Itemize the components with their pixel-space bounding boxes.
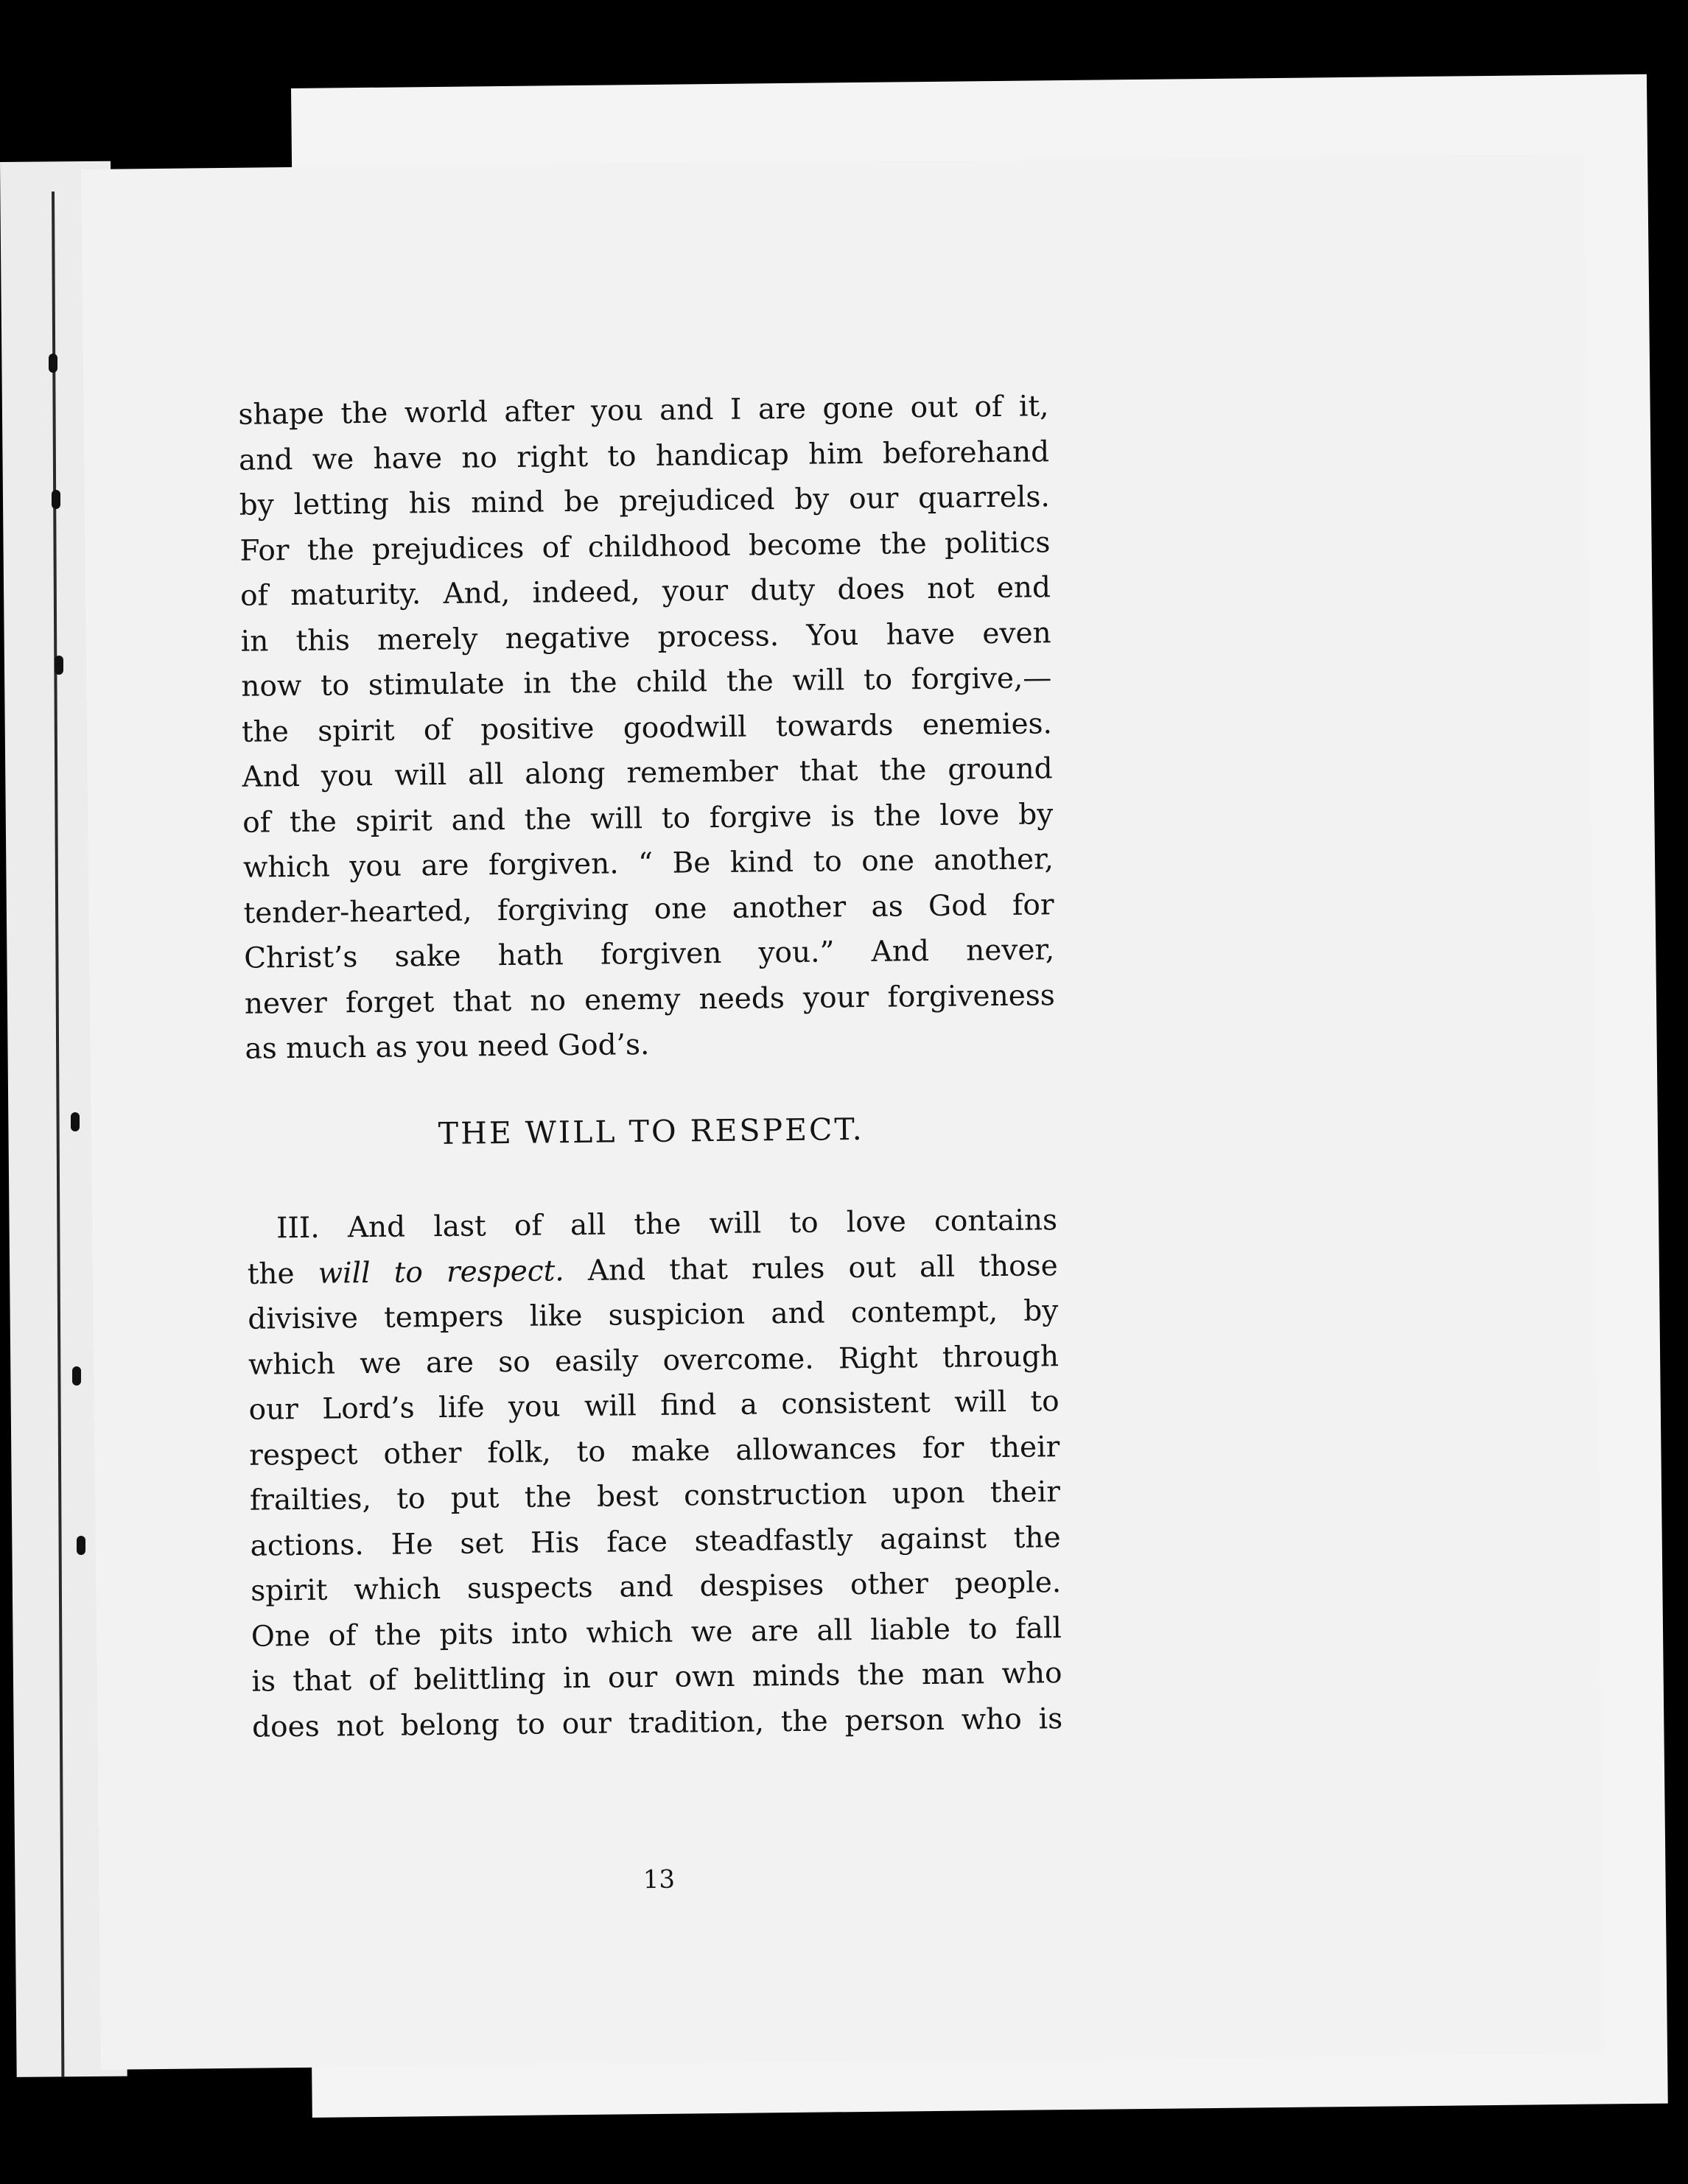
text-line: never forget that no enemy needs your forgiveness xyxy=(244,978,1056,1021)
text-line: Christ’s sake hath forgiven you.” And never, xyxy=(243,933,1055,975)
text-line: as much as you need God’s. xyxy=(245,1028,650,1066)
text-line: by letting his mind be prejudiced by our quarrels. xyxy=(239,480,1050,522)
text-line: does not belong to our tradition, the person who is xyxy=(251,1702,1063,1744)
text-line: of maturity. And, indeed, your duty does not end xyxy=(239,571,1051,613)
paragraph-2 xyxy=(247,1198,1063,1749)
text-run: the xyxy=(247,1257,318,1291)
italic-phrase: will to respect. xyxy=(318,1254,564,1291)
text-line: now to stimulate in the child the will to forgive,— xyxy=(241,661,1052,703)
text-run: And that rules out all those xyxy=(564,1249,1058,1288)
text-line: frailties, to put the best construction upon their xyxy=(249,1475,1061,1517)
text-line: And you will all along remember that the ground xyxy=(242,752,1053,794)
text-line: One of the pits into which we are all liable to fall xyxy=(251,1611,1062,1654)
binding-mark xyxy=(71,1112,80,1131)
text-line: in this merely negative process. You have even xyxy=(240,616,1051,659)
text-line: actions. He set His face steadfastly against the xyxy=(250,1520,1061,1563)
binding-mark xyxy=(55,656,63,675)
text-line: III. And last of all the will to love contains xyxy=(276,1204,1058,1246)
text-line xyxy=(247,1243,1058,1297)
text-line: our Lord’s life you will find a consistent will to xyxy=(248,1385,1060,1427)
text-line: which we are so easily overcome. Right through xyxy=(248,1339,1060,1382)
text-line: For the prejudices of childhood become the politics xyxy=(239,525,1051,568)
binding-mark xyxy=(49,354,57,373)
text-line: of the spirit and the will to forgive is the love by xyxy=(242,797,1054,840)
text-line: and we have no right to handicap him beforehand xyxy=(238,435,1050,477)
binding-mark xyxy=(77,1536,85,1555)
text-line: spirit which suspects and despises other people. xyxy=(250,1566,1062,1608)
text-line: respect other folk, to make allowances for their xyxy=(249,1430,1060,1472)
page-number: 13 xyxy=(642,1864,676,1895)
text-line: is that of belittling in our own minds the man who xyxy=(251,1657,1062,1699)
text-line: divisive tempers like suspicion and contempt, by xyxy=(248,1294,1059,1336)
text-line: shape the world after you and I are gone out of it, xyxy=(238,390,1049,432)
binding-mark xyxy=(72,1366,81,1386)
binding-mark xyxy=(52,490,60,509)
book-page xyxy=(81,154,1604,2070)
section-heading: THE WILL TO RESPECT. xyxy=(438,1111,864,1151)
paragraph-1 xyxy=(238,384,1056,1072)
text-line: the spirit of positive goodwill towards enemies. xyxy=(241,706,1053,749)
text-line: which you are forgiven. “ Be kind to one another, xyxy=(242,843,1054,885)
text-line: tender-hearted, forgiving one another as God for xyxy=(243,888,1054,930)
